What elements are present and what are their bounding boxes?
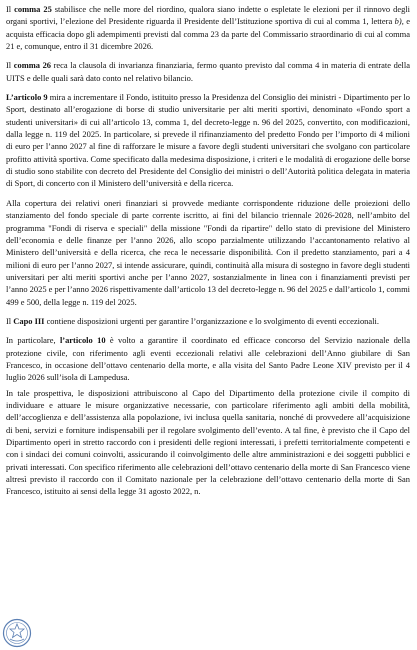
- bold-reference: L’articolo 9: [6, 92, 48, 103]
- italic-text: b): [394, 16, 402, 27]
- paragraph-text: Alla copertura dei relativi oneri finanziari si provvede mediante corrispondente riduzione delle proiezioni dello stanziamento del fondo speciale di parte corrente iscritto, ai fini del bilancio triennale 2026-2028, nell’ambito del programma "Fondi di riserva e speciali" della missione "Fondi da ripartire" dello stato di previsione del Ministero dell’economia e delle finanze per l’anno 2026, allo scopo parzialmente utilizzando l’accantonamento relativo al Ministero dell’università e della ricerca, che reca le necessarie disponibilità. Con il predetto stanziamento, pari a 4 milioni di euro per l’anno 2027, si intende assicurare, quindi, continuità alla misura di sostegno in favore degli studenti universitari per alti meriti sportivi anche per l’anno 2027, sostanzialmente in linea con i finanziamenti previsti per l’anno 2025 e per l’anno 2026 rispettivamente dall’articolo 13 del decreto-legge n. 96 del 2025 e dall’articolo 1, commi 499 e 500, della legge n. 119 del 2025.: [6, 197, 410, 307]
- paragraph: [6, 315, 410, 327]
- paragraph-text: reca la clausola di invarianza finanziaria, fermo quanto previsto dal comma 4 in materia di entrate della UITS e delle quali sarà dato conto nel relativo bilancio.: [6, 60, 410, 83]
- emblem-seal-icon: [2, 618, 32, 648]
- paragraph-text: mira a incrementare il Fondo, istituito presso la Presidenza del Consiglio dei ministri - Dipartimento per lo Sport, destinato all’erogazione di borse di studio universitarie per alti meriti sportivi, denominato «Fondo sport a studenti universitari» di cui all’articolo 13, comma 1, del decreto-legge n. 96 del 2025, convertito, con modificazioni, dalla legge n. 119 del 2025. In particolare, si prevede il rifinanziamento del predetto Fondo per l’importo di 4 milioni di euro per l’anno 2027 al fine di rafforzare le misure a favore degli studenti universitari che svolgano con particolare profitto attività sportiva. Come specificato dalla medesima disposizione, i criteri e le modalità di erogazione delle borse di studio sono stabilite con decreto del Presidente del Consiglio dei ministri o dell’Autorità politica delegata in materia di Sport, di concerto con il Ministero dell’università e della ricerca.: [6, 92, 410, 189]
- document-body: [6, 3, 410, 505]
- paragraph-text: Il: [6, 315, 14, 326]
- bold-reference: comma 26: [13, 60, 52, 71]
- paragraph: [6, 59, 410, 84]
- paragraph-text: contiene disposizioni urgenti per garantire l’organizzazione e lo svolgimento di eventi eccezionali.: [44, 315, 379, 326]
- paragraph-text: è volto a garantire il coordinato ed efficace concorso del Servizio nazionale della protezione civile, con riferimento agli eventi eccezionali relativi alle celebrazioni dell’Anno giubilare di San Francesco, in occasione dell’ottavo centenario della morte, e alla visita del Santo Padre Leone XIV previsto per il 4 luglio 2026 sull’isola di Lampedusa.: [6, 335, 410, 383]
- paragraph-text: Il: [6, 60, 14, 71]
- bold-reference: Capo III: [13, 315, 45, 326]
- bold-reference: l’articolo 10: [59, 335, 106, 346]
- paragraph: [6, 334, 410, 383]
- paragraph: [6, 91, 410, 190]
- paragraph: [6, 197, 410, 308]
- bold-reference: comma 25: [14, 4, 52, 14]
- paragraph-text: , e acquista efficacia dopo gli adempimenti previsti dal comma 23 da parte del Commissario straordinario di cui al comma 21 e, comunque, entro il 31 dicembre 2026.: [6, 16, 410, 52]
- paragraph-text: In tale prospettiva, le disposizioni attribuiscono al Capo del Dipartimento della protezione civile il compito di individuare e attuare le misure organizzative necessarie, con particolare riferimento agli ambiti della mobilità, dell’accoglienza e dell’assistenza alla popolazione, ivi inclusa quella sanitaria, nonché di provvedere all’acquisizione di beni, servizi e forniture indispensabili per il regolare svolgimento dell’evento. A tal fine, è previsto che il Capo del Dipartimento operi in stretto raccordo con i presidenti delle regioni interessati, i prefetti territorialmente competenti e con i sindaci dei comuni coinvolti, assicurando il coinvolgimento delle altre amministrazioni e dei soggetti pubblici e privati interessati. Con specifico riferimento alle celebrazioni dell’ottavo centenario della morte di San Francesco viene altresì previsto il raccordo con il Comitato nazionale per la celebrazione dell’ottavo centenario della morte di San Francesco, istituito ai sensi della legge 31 agosto 2022, n.: [6, 387, 410, 497]
- paragraph-text: Il: [6, 4, 15, 14]
- paragraph: [6, 387, 410, 498]
- paragraph-text: stabilisce che nelle more del riordino, qualora siano indette o espletate le elezioni per il rinnovo degli organi sportivi, l’elezione del Presidente riguarda il Presidente dell’Istituzione sportiva di cui al comma 1, lettera: [6, 4, 410, 27]
- paragraph-text: In particolare,: [6, 335, 60, 346]
- paragraph: [6, 3, 410, 52]
